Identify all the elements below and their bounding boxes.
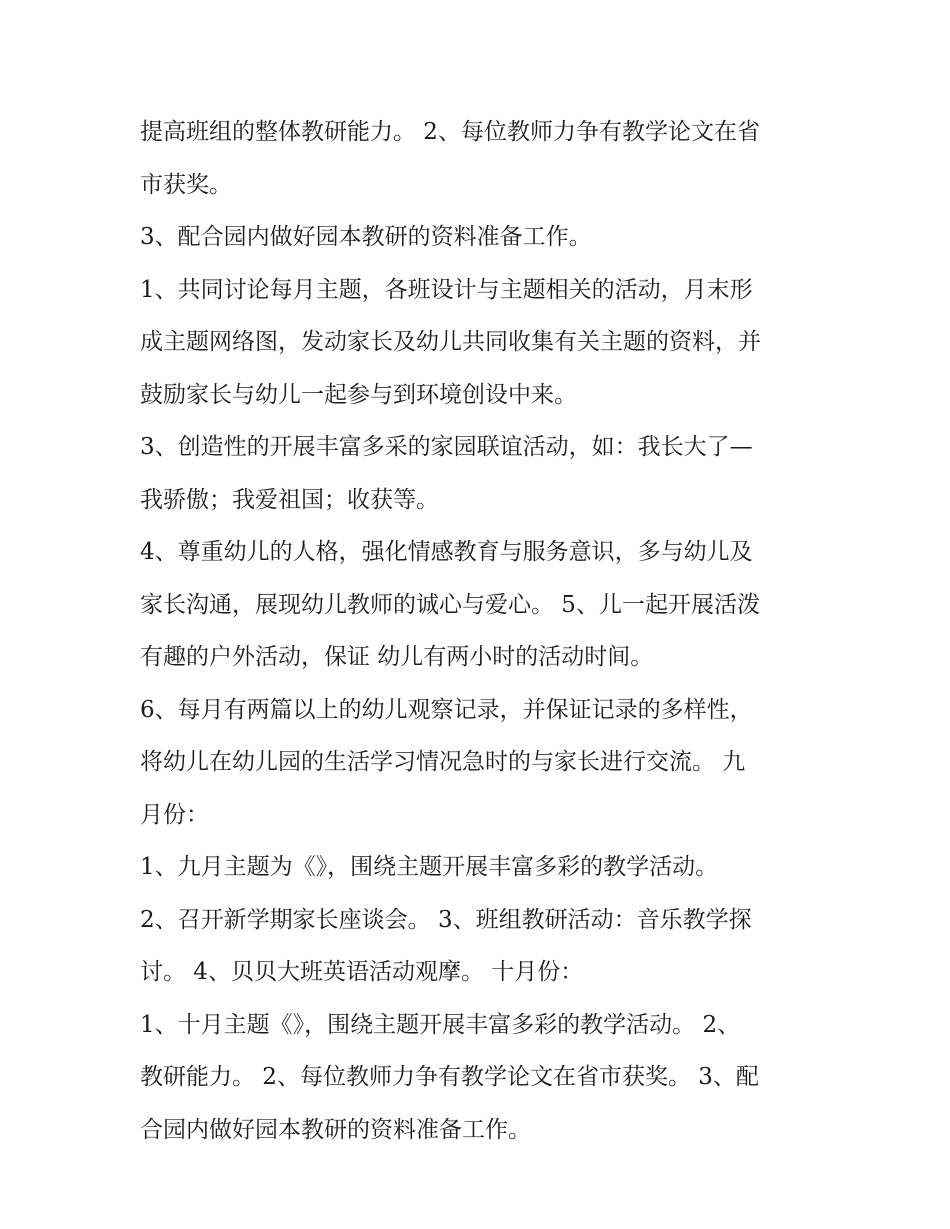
text-line: 有趣的户外活动，保证 幼儿有两小时的活动时间。 — [140, 644, 654, 670]
text-line: 家长沟通，展现幼儿教师的诚心与爱心。 5、儿一起开展活泼 — [140, 591, 760, 618]
text-line: 市获奖。 — [140, 171, 232, 198]
text-line: 合园内做好园本教研的资料准备工作。 — [140, 1116, 531, 1143]
text-line: 2、召开新学期家长座谈会。 3、班组教研活动：音乐教学探 — [140, 906, 752, 933]
text-line: 月份： — [140, 801, 209, 828]
text-line: 1、九月主题为《》，围绕主题开展丰富多彩的教学活动。 — [140, 854, 719, 880]
text-line: 讨。 4、贝贝大班英语活动观摩。 十月份： — [140, 959, 584, 985]
text-line: 3、创造性的开展丰富多采的家园联谊活动，如：我长大了— — [140, 434, 753, 460]
text-line: 成主题网络图，发动家长及幼儿共同收集有关主题的资料，并 — [140, 329, 761, 355]
text-line: 教研能力。 2、每位教师力争有教学论文在省市获奖。 3、配 — [140, 1064, 759, 1090]
text-line: 1、十月主题《》，围绕主题开展丰富多彩的教学活动。 2、 — [140, 1011, 741, 1038]
text-line: 鼓励家长与幼儿一起参与到环境创设中来。 — [140, 381, 577, 408]
text-line: 1、共同讨论每月主题，各班设计与主题相关的活动，月末形 — [140, 276, 753, 303]
document-body — [140, 106, 820, 1156]
text-line: 6、每月有两篇以上的幼儿观察记录，并保证记录的多样性， — [140, 696, 753, 723]
text-line: 我骄傲；我爱祖国；收获等。 — [140, 486, 439, 513]
text-line: 提高班组的整体教研能力。 2、每位教师力争有教学论文在省 — [140, 119, 760, 145]
text-line: 4、尊重幼儿的人格，强化情感教育与服务意识，多与幼儿及 — [140, 539, 753, 565]
text-line: 3、配合园内做好园本教研的资料准备工作。 — [140, 224, 592, 250]
text-line: 将幼儿在幼儿园的生活学习情况急时的与家长进行交流。 九 — [140, 749, 746, 775]
